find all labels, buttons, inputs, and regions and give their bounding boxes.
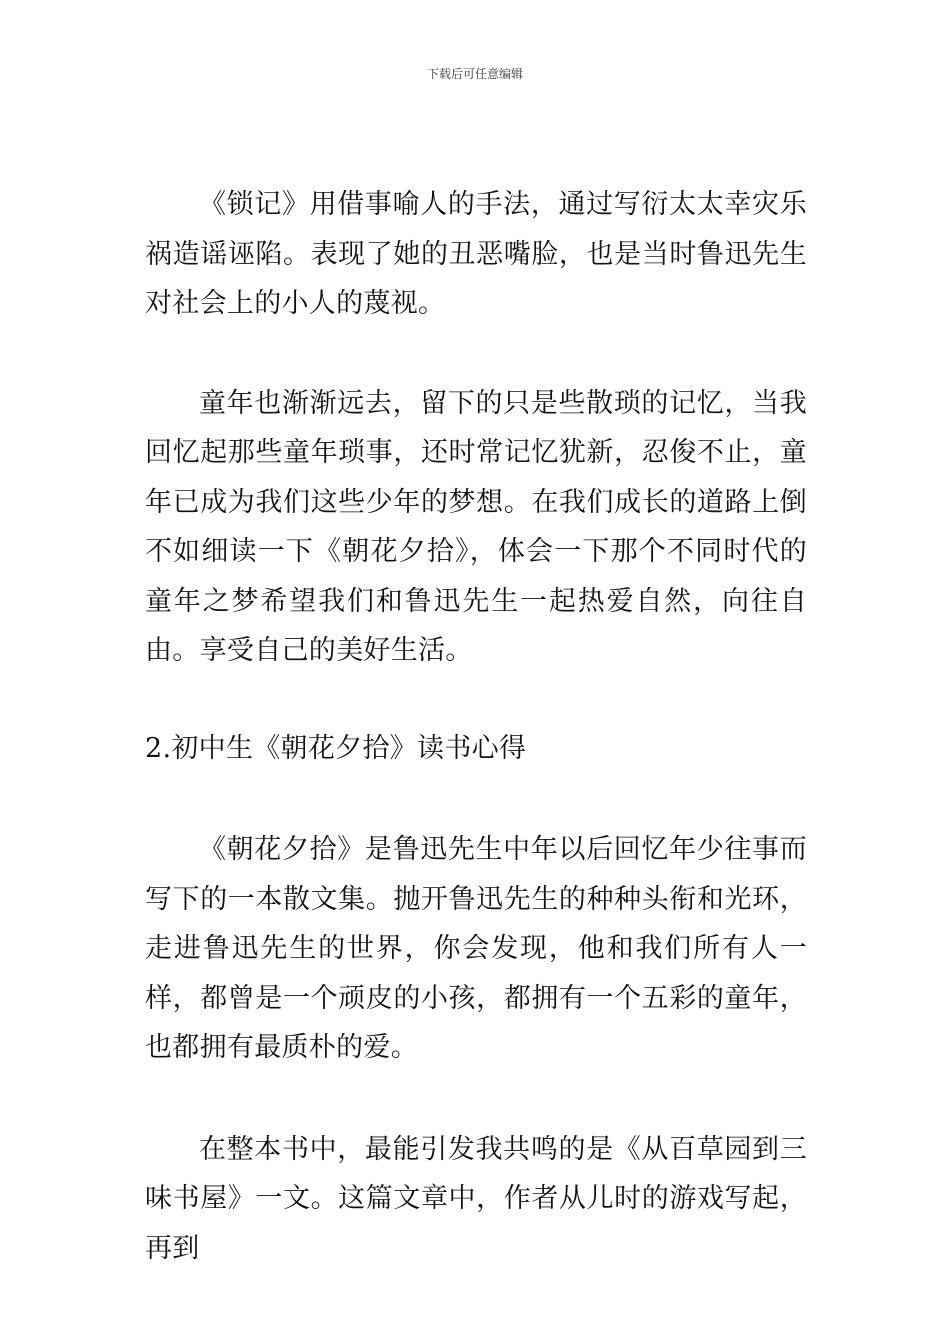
page-header: 下载后可任意编辑 xyxy=(426,67,523,81)
document-body xyxy=(145,180,807,1273)
paragraph-intro: 《朝花夕拾》是鲁迅先生中年以后回忆年少往事而写下的一本散文集。抛开鲁迅先生的种种头衔和光环，走进鲁迅先生的世界，你会发现，他和我们所有人一样，都曾是一个顽皮的小孩，都拥有一个五彩的童年，也都拥有最质朴的爱。 xyxy=(145,834,807,1063)
paragraph-childhood: 童年也渐渐远去，留下的只是些散琐的记忆，当我回忆起那些童年琐事，还时常记忆犹新，忍俊不止，童年已成为我们这些少年的梦想。在我们成长的道路上倒不如细读一下《朝花夕拾》，体会一下那个不同时代的童年之梦希望我们和鲁迅先生一起热爱自然，向往自由。享受自己的美好生活。 xyxy=(145,387,807,666)
paragraph-baicaoyuan: 在整本书中，最能引发我共鸣的是《从百草园到三味书屋》一文。这篇文章中，作者从儿时的游戏写起，再到 xyxy=(145,1133,807,1264)
paragraph-suoji: 《锁记》用借事喻人的手法，通过写衍太太幸灾乐祸造谣诬陷。表现了她的丑恶嘴脸，也是当时鲁迅先生对社会上的小人的蔑视。 xyxy=(145,189,807,319)
section-heading: 2.初中生《朝花夕拾》读书心得 xyxy=(145,732,527,764)
